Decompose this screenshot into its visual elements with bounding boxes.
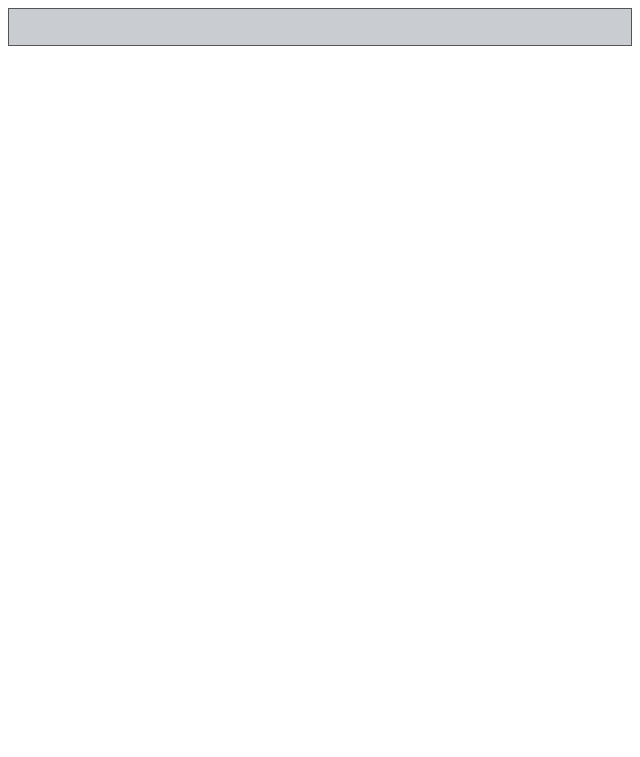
table-container <box>8 8 632 46</box>
page-title <box>8 8 632 46</box>
